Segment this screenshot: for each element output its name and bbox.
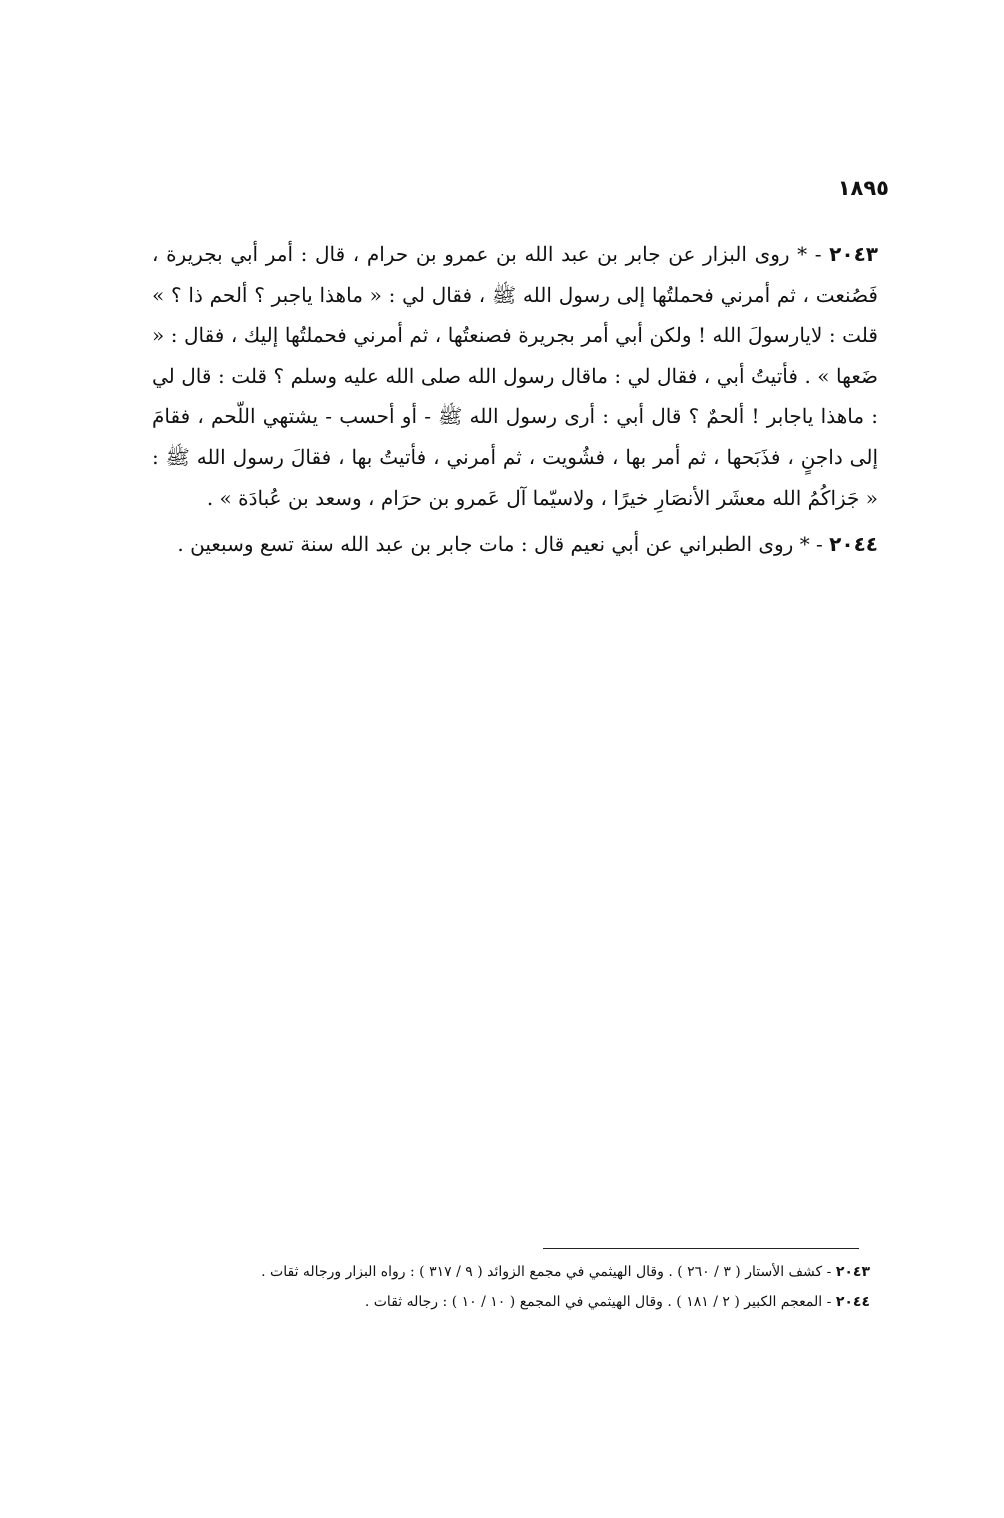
footnote-text: - كشف الأستار ( ٣ / ٢٦٠ ) . وقال الهيثمي في مجمع الزوائد ( ٩ / ٣١٧ ) : رواه البزار ورجاله ثقات . <box>261 1264 832 1280</box>
footnote-2043 <box>152 1257 870 1287</box>
footnotes <box>152 1257 870 1317</box>
footnote-2044 <box>152 1287 870 1317</box>
footnote-divider <box>543 1248 859 1249</box>
entry-number: ٢٠٤٣ <box>829 242 878 266</box>
page-number: ١٨٩٥ <box>837 176 889 200</box>
footnote-text: - المعجم الكبير ( ٢ / ١٨١ ) . وقال الهيثمي في المجمع ( ١٠ / ١٠ ) : رجاله ثقات . <box>364 1294 832 1310</box>
main-text <box>152 234 878 565</box>
entry-number: ٢٠٤٤ <box>829 532 878 557</box>
entry-text: - * روى الطبراني عن أبي نعيم قال : مات جابر بن عبد الله سنة تسع وسبعين . <box>177 532 823 557</box>
footnote-number: ٢٠٤٣ <box>835 1264 870 1280</box>
hadith-entry-2044 <box>152 524 878 565</box>
hadith-entry-2043 <box>152 234 878 518</box>
entry-text: - * روى البزار عن جابر بن عبد الله بن عمرو بن حرام ، قال : أمر أبي بجريرة ، فَصُنعت ، ثم أمرني فحملتُها إلى رسول الله ﷺ ، فقال لي : « ماهذا ياجبر ؟ ألحم ذا ؟ » قلت : لايارسولَ الله ! ولكن أبي أمر بجريرة فصنعتُها ، ثم أمرني فحملتُها إليك ، فقال : « ضَعها » . فأتيتُ أبي ، فقال لي : ماقال رسول الله صلى الله عليه وسلم ؟ قلت : قال لي : ماهذا ياجابر ! ألحمٌ ؟ قال أبي : أرى رسول الله ﷺ - أو أحسب - يشتهي اللّحم ، فقامَ إلى داجنٍ ، فذَبَحها ، ثم أمر بها ، فشُويت ، ثم أمرني ، فأتيتُ بها ، فقالَ رسول الله ﷺ : « جَزاكُمُ الله معشَر الأنصَارِ خيرًا ، ولاسيّما آل عَمرو بن حرَام ، وسعد بن عُبادَة » . <box>152 242 878 510</box>
footnote-number: ٢٠٤٤ <box>835 1294 870 1310</box>
